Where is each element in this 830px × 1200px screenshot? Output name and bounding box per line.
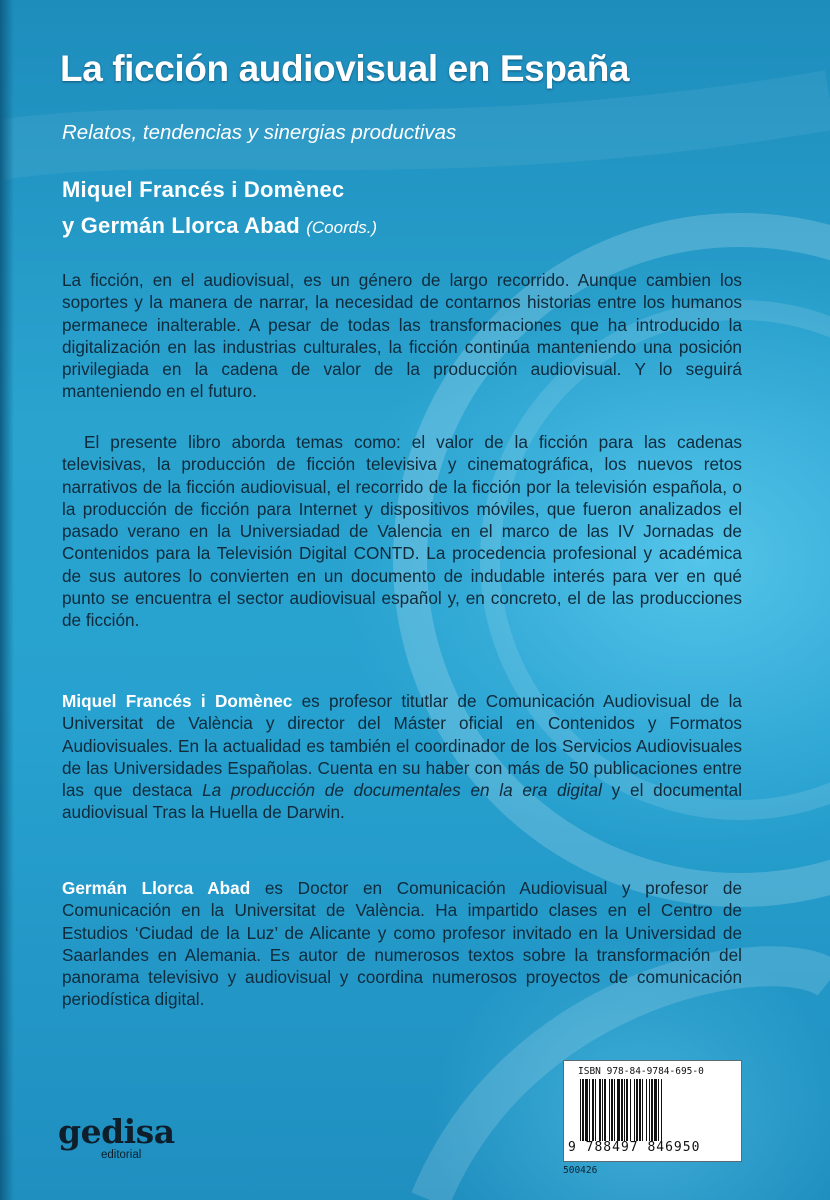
barcode-bar: [639, 1079, 641, 1141]
publisher-logo: [58, 1112, 178, 1161]
barcode-bar: [599, 1079, 601, 1141]
bio-1-name: Miquel Francés i Domènec: [62, 691, 293, 711]
bio-1-text-b: y el documental audiovisual Tras la Huella de Darwin.: [62, 780, 743, 823]
barcode-bar: [649, 1079, 650, 1141]
author-line-2: [62, 208, 377, 246]
barcode-bar: [585, 1079, 588, 1141]
barcode-bar: [661, 1079, 662, 1141]
author-line-1: [62, 172, 377, 208]
barcode-bar: [642, 1079, 643, 1141]
barcode-bar: [617, 1079, 620, 1141]
barcode-bar: [611, 1079, 613, 1141]
spine-edge-shadow: [0, 0, 14, 1200]
bio-1-text-a: es profesor titutlar de Comunicación Audiovisual de la Universitat de València y director del Máster oficial en Contenidos y Formatos Audiovisuales. En la actualidad es también el coordinador de los Servicios Audiovisuales de las Universidades Españolas. Cuenta en su haber con más de 50 publicaciones entre las que destaca: [62, 691, 742, 801]
barcode-bar: [595, 1079, 596, 1141]
product-code: 500426: [563, 1165, 598, 1176]
coords-label: (Coords.): [306, 218, 378, 237]
barcode-bar: [658, 1079, 659, 1141]
barcode-bar: [609, 1079, 610, 1141]
barcode-bar: [580, 1079, 581, 1141]
bio-1-book-title: La producción de documentales en la era digital: [202, 780, 602, 801]
bio-paragraph-2: [62, 877, 742, 1011]
book-subtitle: Relatos, tendencias y sinergias productivas: [62, 121, 457, 144]
publisher-name: gedisa: [58, 1112, 175, 1151]
barcode-bar: [602, 1079, 603, 1141]
barcode-bar: [654, 1079, 657, 1141]
barcode-bar: [604, 1079, 606, 1141]
bio-2-text: es Doctor en Comunicación Audiovisual y profesor de Comunicación en la Universitat de València. Ha impartido clases en el Centro de Estudios ‘Ciudad de la Luz’ de Alicante y como profesor invitado en la Universidad de Saarlandes en Alemania. Es autor de numerosos textos sobre la transformación del panorama televisivo y audiovisual y coordina numerosos proyectos de comunicación periodística digital.: [62, 878, 743, 1010]
barcode-bar: [651, 1079, 653, 1141]
barcode-bar: [624, 1079, 625, 1141]
bio-paragraph-1: [62, 690, 742, 824]
synopsis-paragraph-2: El presente libro aborda temas como: el valor de la ficción para las cadenas televisivas, la producción de ficción televisiva y cinematográfica, los nuevos retos narrativos de la ficción audiovisual, el recorrido de la ficción por la televisión española, o la producción de ficción para Internet y dispositivos móviles, que fueron analizados el pasado verano en la Universiadad de Valencia en el marco de las IV Jornadas de Contenidos para la Televisión Digital CONTD. La procedencia profesional y académica de sus autores lo convierten en un documento de indudable interés para ver en qué punto se encuentra el sector audiovisual español y, en concreto, el de las producciones de ficción.: [62, 432, 742, 631]
barcode-bar: [621, 1079, 623, 1141]
author-1: Miquel Francés i Domènec: [62, 177, 345, 202]
barcode-bar: [592, 1079, 594, 1141]
barcode-panel: [563, 1060, 742, 1162]
barcode-number: 9 788497 846950: [568, 1140, 701, 1155]
bio-2-name: Germán Llorca Abad: [62, 878, 251, 898]
author-2: y Germán Llorca Abad: [62, 213, 300, 238]
barcode-bar: [626, 1079, 628, 1141]
barcode-bar: [646, 1079, 647, 1141]
book-title: La ficción audiovisual en España: [60, 48, 630, 89]
synopsis-paragraph-1: La ficción, en el audiovisual, es un género de largo recorrido. Aunque cambien los soportes y la manera de narrar, la necesidad de contarnos historias entre los humanos permanece inalterable. A pesar de todas las transformaciones que ha introducido la digitalización en las industrias culturales, la ficción continúa manteniendo una posición privilegiada en la cadena de valor de la producción audiovisual. Y lo seguirá manteniendo en el futuro.: [62, 270, 742, 402]
publisher-subtitle: editorial: [101, 1149, 142, 1161]
authors-block: [62, 172, 377, 246]
barcode-bars: [578, 1079, 728, 1141]
barcode-bar: [636, 1079, 638, 1141]
barcode-bar: [582, 1079, 584, 1141]
barcode-bar: [630, 1079, 631, 1141]
barcode-bar: [614, 1079, 615, 1141]
barcode-bar: [589, 1079, 590, 1141]
barcode-bar: [634, 1079, 635, 1141]
isbn-label: ISBN 978-84-9784-695-0: [578, 1066, 704, 1077]
